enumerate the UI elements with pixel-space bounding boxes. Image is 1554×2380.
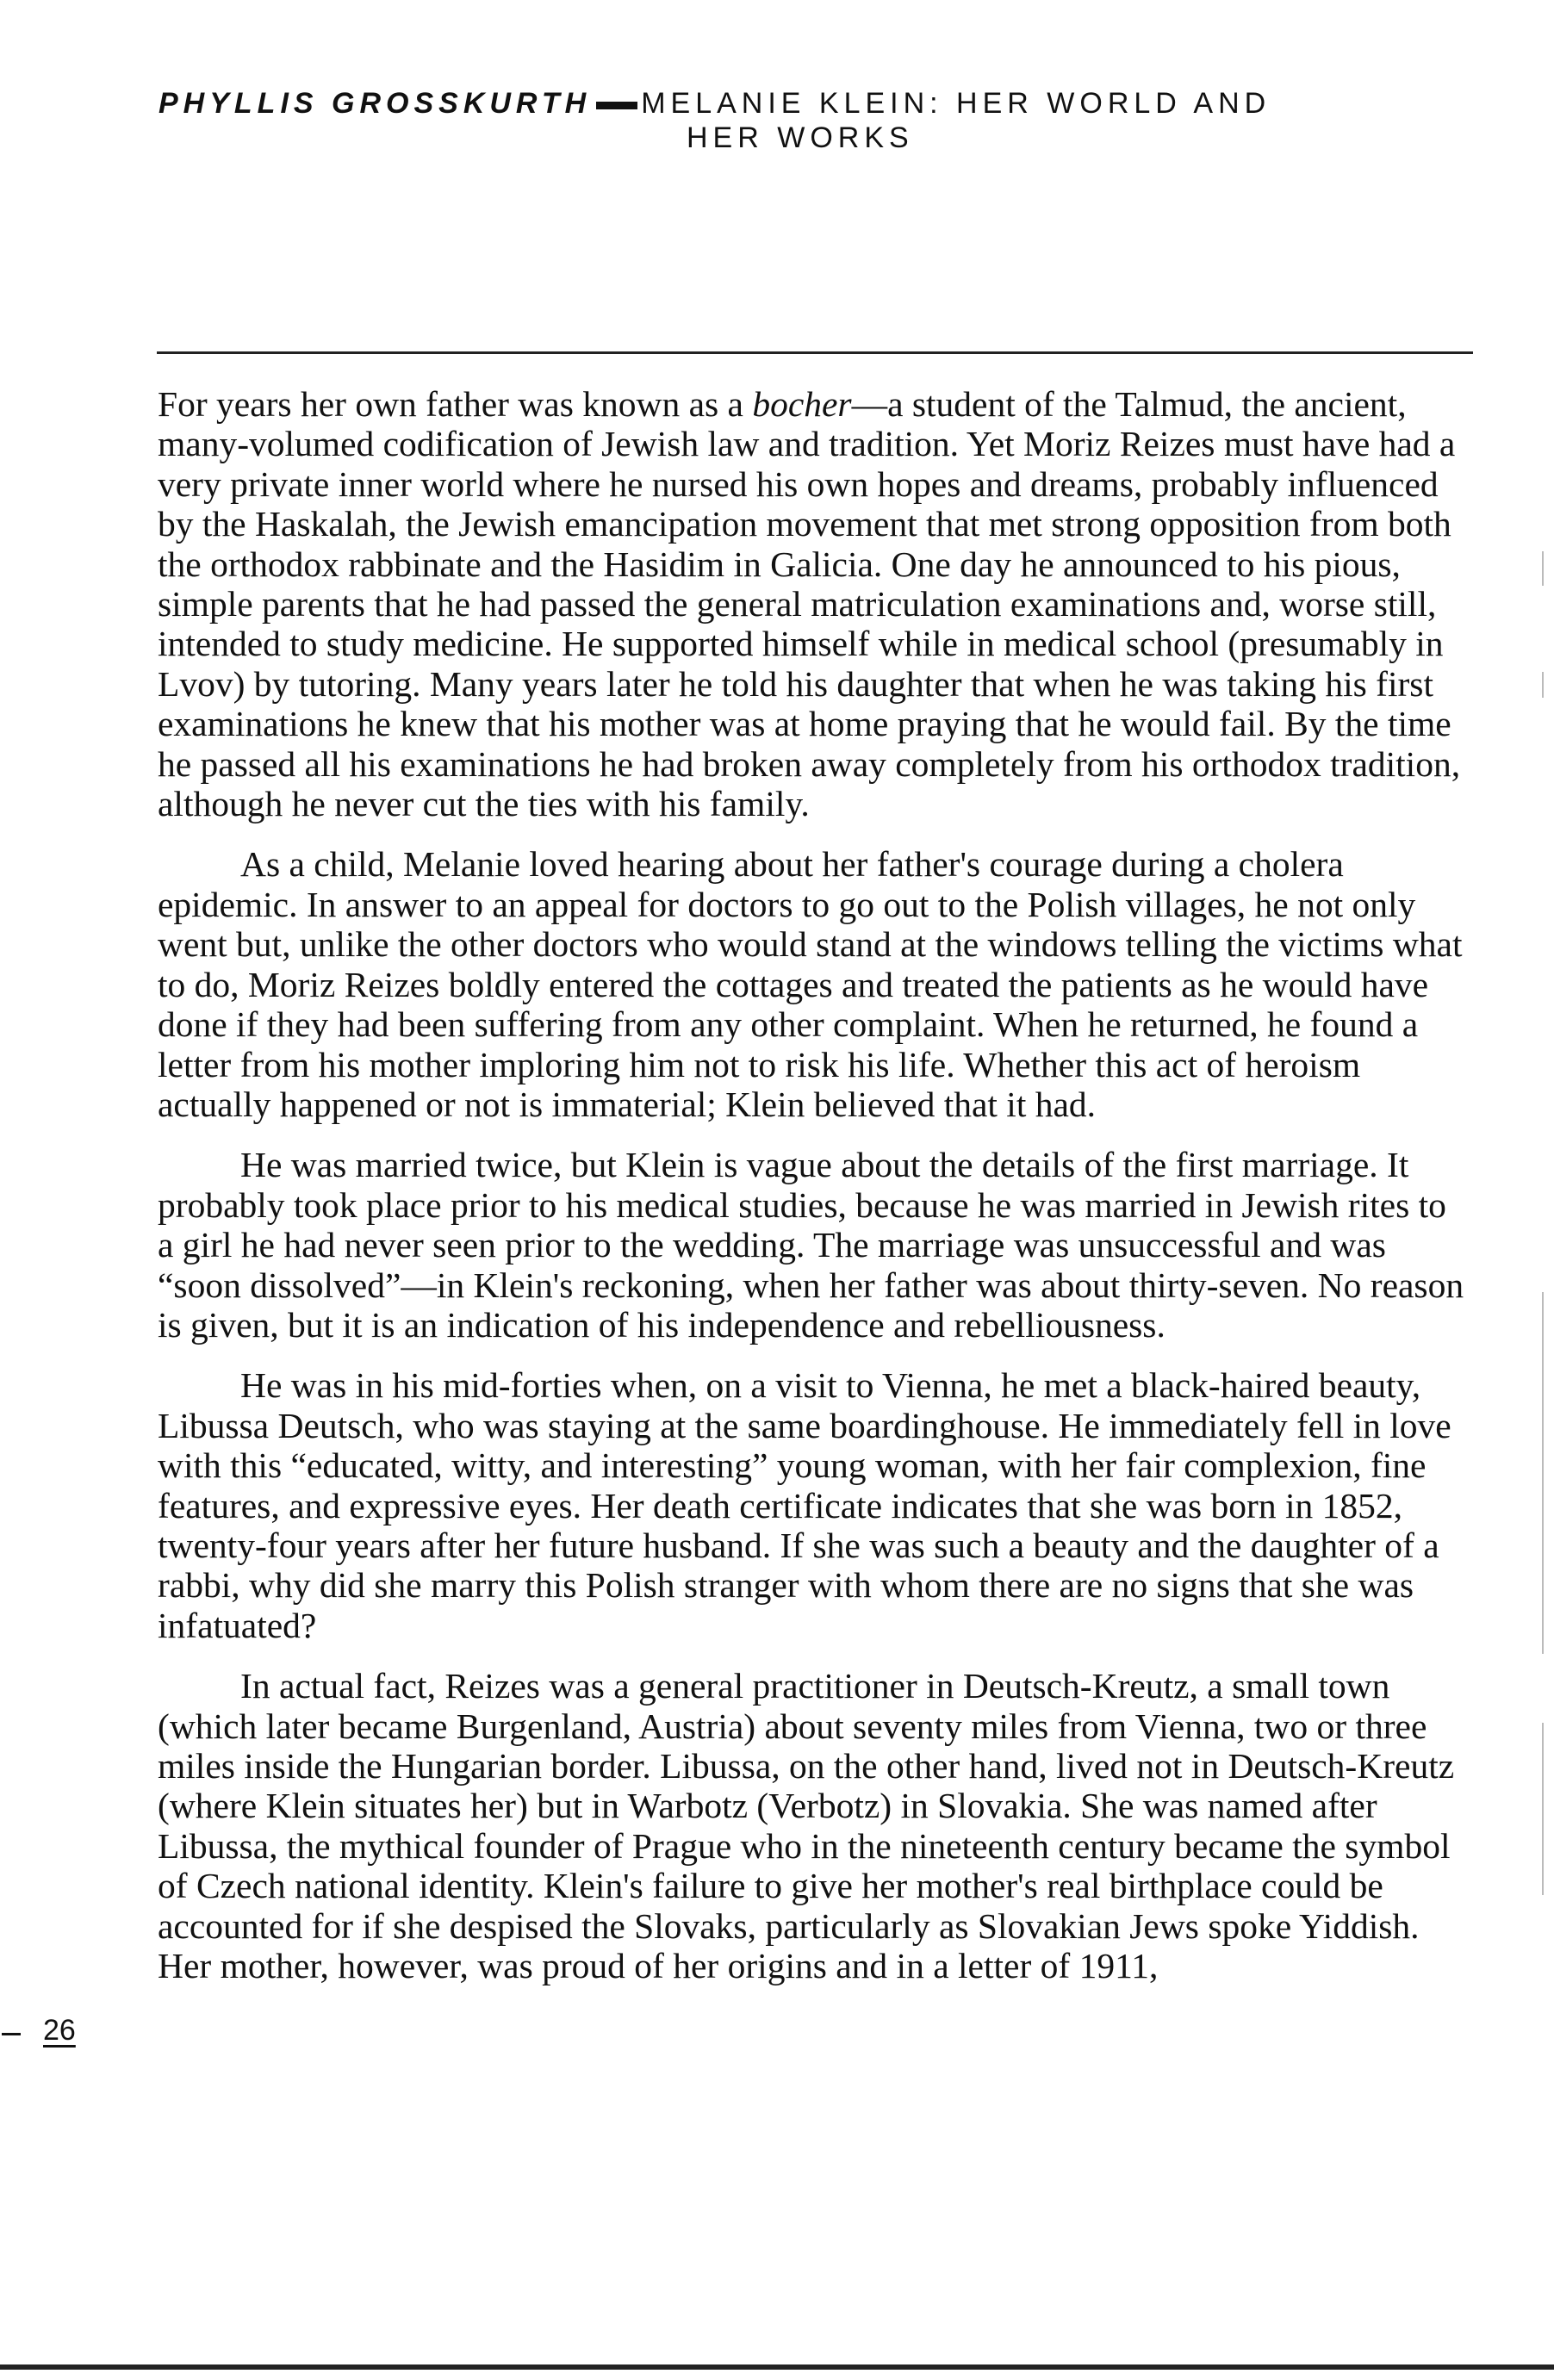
running-head-author: PHYLLIS GROSSKURTH — [159, 87, 592, 120]
paragraph-1 — [158, 384, 1467, 823]
paragraph-1-italic-term: bocher — [752, 384, 852, 424]
running-head — [159, 86, 1408, 155]
body-text — [158, 384, 1467, 2006]
page-number: 26 — [43, 2014, 76, 2047]
paragraph-5: In actual fact, Reizes was a general practitioner in Deutsch-Kreutz, a small town (which later became Burgenland, Austria) about seventy miles from Vienna, two or three miles inside the Hungarian border. Libussa, on the other hand, lived not in Deutsch-Kreutz (where Klein situates her) but in Warbotz (Verbotz) in Slovakia. She was named after Libussa, the mythical founder of Prague who in the nineteenth century became the symbol of Czech national identity. Klein's failure to give her mother's real birthplace could be accounted for if she despised the Slovaks, particularly as Slovakian Jews spoke Yiddish. Her mother, however, was proud of her origins and in a letter of 1911, — [158, 1666, 1455, 1986]
scan-margin-mark — [1542, 551, 1544, 586]
running-head-title-line1: MELANIE KLEIN: HER WORLD AND — [641, 87, 1271, 120]
scan-margin-mark — [1542, 1723, 1544, 1895]
paragraph-3: He was married twice, but Klein is vague about the details of the first marriage. It probably took place prior to his medical studies, because he was married in Jewish rites to a girl he had never seen prior to the wedding. The marriage was unsuccessful and was “soon dissolved”—in Klein's reckoning, when her father was about thirty-seven. No reason is given, but it is an indication of his independence and rebelliousness. — [158, 1145, 1464, 1345]
paragraph-1-rest: —a student of the Talmud, the ancient, many-volumed codification of Jewish law and tradition. Yet Moriz Reizes must have had a very private inner world where he nursed his own hopes and dreams, probably influenced by the Haskalah, the Jewish emancipation movement that met strong opposition from both the orthodox rabbinate and the Hasidim in Galicia. One day he announced to his pious, simple parents that he had passed the general matriculation examinations and, worse still, intended to study medicine. He supported himself while in medical school (presumably in Lvov) by tutoring. Many years later he told his daughter that when he was taking his first examinations he knew that his mother was at home praying that he would fail. By the time he passed all his examinations he had broken away completely from his orthodox tradition, although he never cut the ties with his family. — [158, 384, 1461, 824]
paragraph-4: He was in his mid-forties when, on a visit to Vienna, he met a black-haired beauty, Libussa Deutsch, who was staying at the same boardinghouse. He immediately fell in love with this “educated, witty, and interesting” young woman, with her fair complexion, fine features, and expressive eyes. Her death certificate indicates that she was born in 1852, twenty-four years after her future husband. If she was such a beauty and the daughter of a rabbi, why did she marry this Polish stranger with whom there are no signs that she was infatuated? — [158, 1365, 1451, 1645]
paragraph-1-lead: For years her own father was known as a — [158, 384, 753, 424]
running-head-separator — [596, 102, 637, 109]
scan-margin-mark — [1542, 672, 1544, 698]
running-head-title-line2: HER WORKS — [687, 121, 914, 154]
folio-tick-mark — [2, 2033, 21, 2035]
paragraph-2: As a child, Melanie loved hearing about her father's courage during a cholera epidemic. In answer to an appeal for doctors to go out to the Polish villages, he not only went but, unlike the other doctors who would stand at the windows telling the victims what to do, Moriz Reizes boldly entered the cottages and treated the patients as he would have done if they had been suffering from any other complaint. When he returned, he found a letter from his mother imploring him not to risk his life. Whether this act of heroism actually happened or not is immaterial; Klein believed that it had. — [158, 844, 1463, 1124]
bottom-edge-rule — [0, 2364, 1554, 2370]
header-rule — [157, 351, 1473, 354]
scan-margin-mark — [1542, 1292, 1544, 1654]
